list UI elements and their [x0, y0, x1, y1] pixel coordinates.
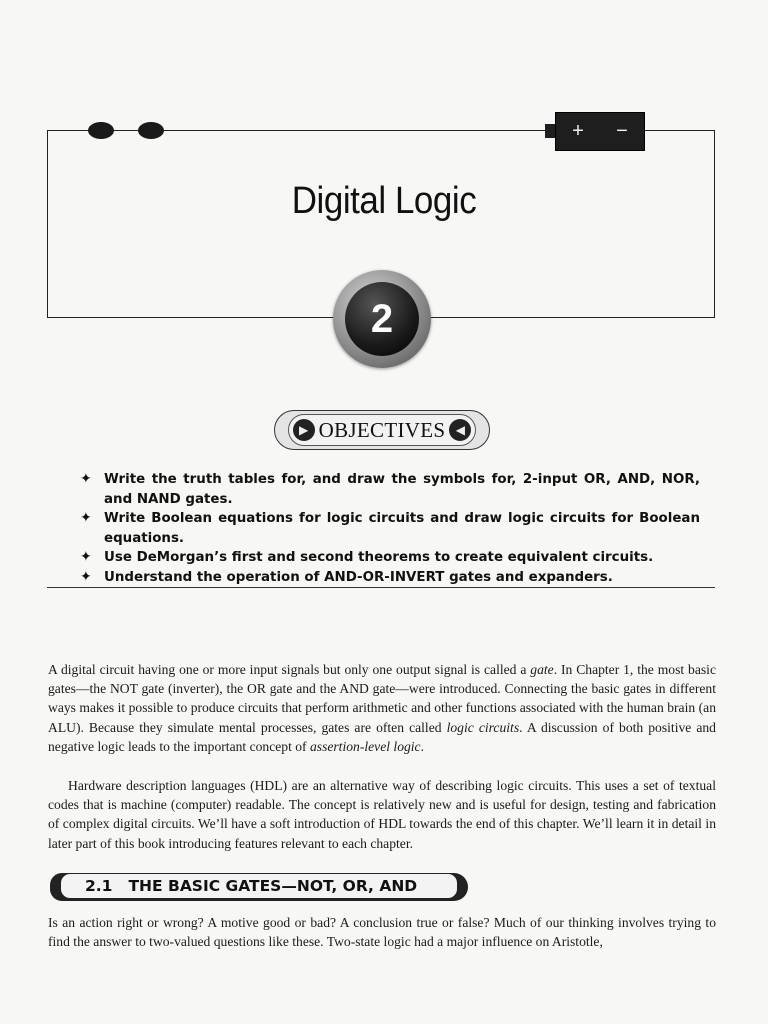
arrow-right-icon: ▶	[293, 419, 315, 441]
battery-plus: +	[572, 120, 584, 142]
bullet-icon: ✦	[80, 510, 92, 526]
objective-text: Use DeMorgan’s first and second theorems to create equivalent circuits.	[104, 550, 654, 565]
switch-terminal-right-icon	[138, 122, 164, 139]
paragraph-basic-gates: Is an action right or wrong? A motive good or bad? A conclusion true or false? Much of our thinking involves trying to find the answer to two-valued questions like these. Two-state logic had a major influence on Aristotle,	[48, 915, 716, 950]
bullet-icon: ✦	[80, 471, 92, 487]
objective-item	[80, 548, 700, 568]
objective-item	[80, 509, 700, 548]
paragraph-hdl: Hardware description languages (HDL) are an alternative way of describing logic circuits. This uses a set of textual codes that is machine (computer) readable. The concept is relatively new and is useful for design, testing and fabrication of complex digital circuits. We’ll have a soft introduction of HDL towards the end of this chapter. We’ll learn it in detail in later part of this book introducing features relevant to each chapter.	[48, 778, 716, 851]
objectives-list	[80, 470, 700, 587]
battery-terminal-icon	[545, 124, 555, 138]
section-title: THE BASIC GATES—NOT, OR, AND	[128, 877, 418, 895]
section-divider	[47, 587, 715, 588]
objectives-banner	[274, 410, 490, 450]
objectives-banner-inner	[288, 414, 477, 446]
objective-text: Write Boolean equations for logic circuits and draw logic circuits for Boolean equations.	[104, 511, 700, 546]
p1-text-b: . In Chapter 1, the most basic gates—the NOT gate (inverter), the OR gate and the AND gate—were introduced. Connecting the basic gates in different ways makes it possible to produce circuits that perform arithmetic and other functions associated with the human brain (an ALU). Because they simulate mental processes, gates are often called	[48, 662, 716, 735]
switch-terminal-left-icon	[88, 122, 114, 139]
section-number: 2.1	[85, 877, 113, 895]
objective-text: Understand the operation of AND-OR-INVERT gates and expanders.	[104, 569, 613, 585]
objective-item	[80, 470, 700, 509]
chapter-number: 2	[345, 282, 419, 356]
chapter-title: Digital Logic	[291, 180, 477, 222]
battery-minus: −	[616, 120, 628, 142]
bullet-icon: ✦	[80, 568, 92, 585]
battery-icon	[555, 112, 645, 151]
term-gate: gate	[530, 662, 554, 677]
term-logic-circuits: logic circuits	[446, 719, 520, 735]
objectives-label: OBJECTIVES	[318, 417, 446, 442]
objective-text: Write the truth tables for, and draw the symbols for, 2-input OR, AND, NOR, and NAND gates.	[104, 472, 700, 507]
section-heading	[60, 873, 458, 899]
p1-text-c: . A discussion of both positive and negative logic leads to the important concept of	[48, 719, 716, 754]
bullet-icon: ✦	[80, 549, 92, 565]
p1-text-a: A digital circuit having one or more input signals but only one output signal is called a	[48, 662, 531, 677]
objective-item	[80, 568, 700, 588]
arrow-left-icon: ◀	[449, 419, 471, 441]
p1-text-d: .	[420, 738, 424, 754]
term-assertion-level-logic: assertion-level logic	[309, 738, 421, 754]
paragraph-intro	[48, 660, 716, 756]
